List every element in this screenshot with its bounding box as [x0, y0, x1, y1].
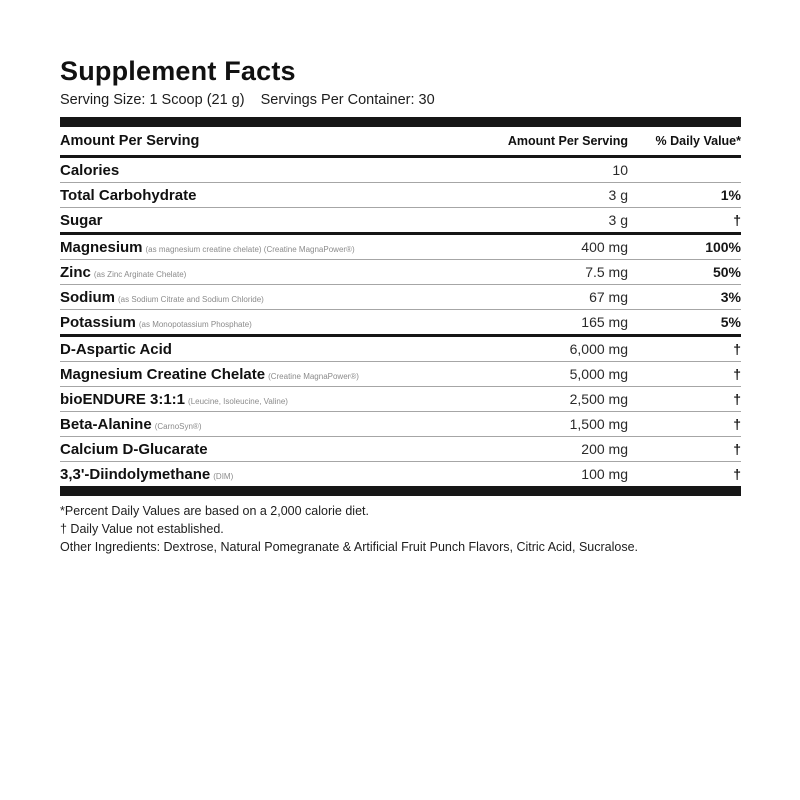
amount-value: 200 mg — [581, 441, 628, 457]
ingredient-name: Calories — [60, 161, 120, 179]
daily-value: † — [733, 391, 741, 407]
table-row — [60, 208, 741, 235]
daily-value: 1% — [720, 187, 741, 203]
ingredient-name: Magnesium (as magnesium creatine chelate) (Creatine MagnaPower®) — [60, 238, 355, 256]
daily-value: † — [733, 416, 741, 432]
table-row — [60, 235, 741, 260]
table-row — [60, 462, 741, 486]
ingredient-name: Magnesium Creatine Chelate (Creatine MagnaPower®) — [60, 365, 359, 383]
facts-rows — [60, 158, 741, 486]
footnotes — [60, 503, 741, 556]
table-row — [60, 412, 741, 437]
amount-value: 7.5 mg — [585, 264, 628, 280]
table-row — [60, 337, 741, 362]
servings-per-container: Servings Per Container: 30 — [260, 92, 435, 108]
amount-value: 6,000 mg — [569, 341, 628, 357]
amount-value: 3 g — [608, 212, 628, 228]
amount-value: 67 mg — [589, 289, 628, 305]
amount-value: 400 mg — [581, 239, 628, 255]
ingredient-note: (DIM) — [213, 471, 234, 481]
top-divider-bar — [60, 117, 741, 127]
daily-value: † — [733, 441, 741, 457]
header-percent-daily-value: % Daily Value* — [655, 134, 741, 148]
ingredient-name: Beta-Alanine (CarnoSyn®) — [60, 415, 202, 433]
ingredient-note: (as Sodium Citrate and Sodium Chloride) — [118, 294, 264, 304]
ingredient-note: (as magnesium creatine chelate) (Creatine MagnaPower®) — [145, 244, 355, 254]
table-row — [60, 387, 741, 412]
ingredient-note: (as Monopotassium Phosphate) — [138, 319, 252, 329]
ingredient-note: (Creatine MagnaPower®) — [268, 371, 359, 381]
ingredient-note: (CarnoSyn®) — [154, 421, 202, 431]
supplement-facts-label — [60, 56, 741, 556]
serving-info — [60, 92, 741, 108]
serving-size: Serving Size: 1 Scoop (21 g) — [60, 92, 245, 108]
table-header-row — [60, 127, 741, 158]
amount-value: 1,500 mg — [569, 416, 628, 432]
ingredient-name: D-Aspartic Acid — [60, 340, 172, 358]
label-title: Supplement Facts — [60, 56, 296, 86]
table-row — [60, 158, 741, 183]
table-row — [60, 183, 741, 208]
table-row — [60, 437, 741, 462]
table-row — [60, 310, 741, 337]
ingredient-name: 3,3'-Diindolymethane (DIM) — [60, 465, 234, 483]
amount-value: 3 g — [608, 187, 628, 203]
ingredient-name: Calcium D-Glucarate — [60, 440, 208, 458]
bottom-divider-bar — [60, 486, 741, 496]
daily-value: † — [733, 212, 741, 228]
ingredient-note: (as Zinc Arginate Chelate) — [93, 269, 187, 279]
table-row — [60, 260, 741, 285]
daily-value: 3% — [720, 289, 741, 305]
ingredient-note: (Leucine, Isoleucine, Valine) — [188, 396, 288, 406]
ingredient-name: Sugar — [60, 211, 103, 229]
daily-value: 5% — [720, 314, 741, 330]
ingredient-name: Total Carbohydrate — [60, 186, 197, 204]
table-row — [60, 362, 741, 387]
amount-value: 5,000 mg — [569, 366, 628, 382]
footnote-daily-value-not-established: † Daily Value not established. — [60, 521, 224, 536]
amount-value: 165 mg — [581, 314, 628, 330]
daily-value: 100% — [705, 239, 741, 255]
ingredient-name: Sodium (as Sodium Citrate and Sodium Chloride) — [60, 288, 264, 306]
daily-value: † — [733, 366, 741, 382]
amount-value: 100 mg — [581, 466, 628, 482]
daily-value: † — [733, 466, 741, 482]
header-amount-per-serving: Amount Per Serving — [507, 134, 628, 148]
daily-value: 50% — [712, 264, 741, 280]
ingredient-name: Zinc (as Zinc Arginate Chelate) — [60, 263, 187, 281]
table-row — [60, 285, 741, 310]
daily-value: † — [733, 341, 741, 357]
amount-value: 10 — [612, 162, 628, 178]
header-amount-per-serving-left: Amount Per Serving — [60, 133, 200, 149]
ingredient-name: Potassium (as Monopotassium Phosphate) — [60, 313, 252, 331]
footnote-percent-daily-values: *Percent Daily Values are based on a 2,000 calorie diet. — [60, 504, 369, 518]
amount-value: 2,500 mg — [569, 391, 628, 407]
footnote-other-ingredients: Other Ingredients: Dextrose, Natural Pomegranate & Artificial Fruit Punch Flavors, Citric Acid, Sucralose. — [60, 539, 639, 554]
ingredient-name: bioENDURE 3:1:1 (Leucine, Isoleucine, Valine) — [60, 390, 288, 408]
